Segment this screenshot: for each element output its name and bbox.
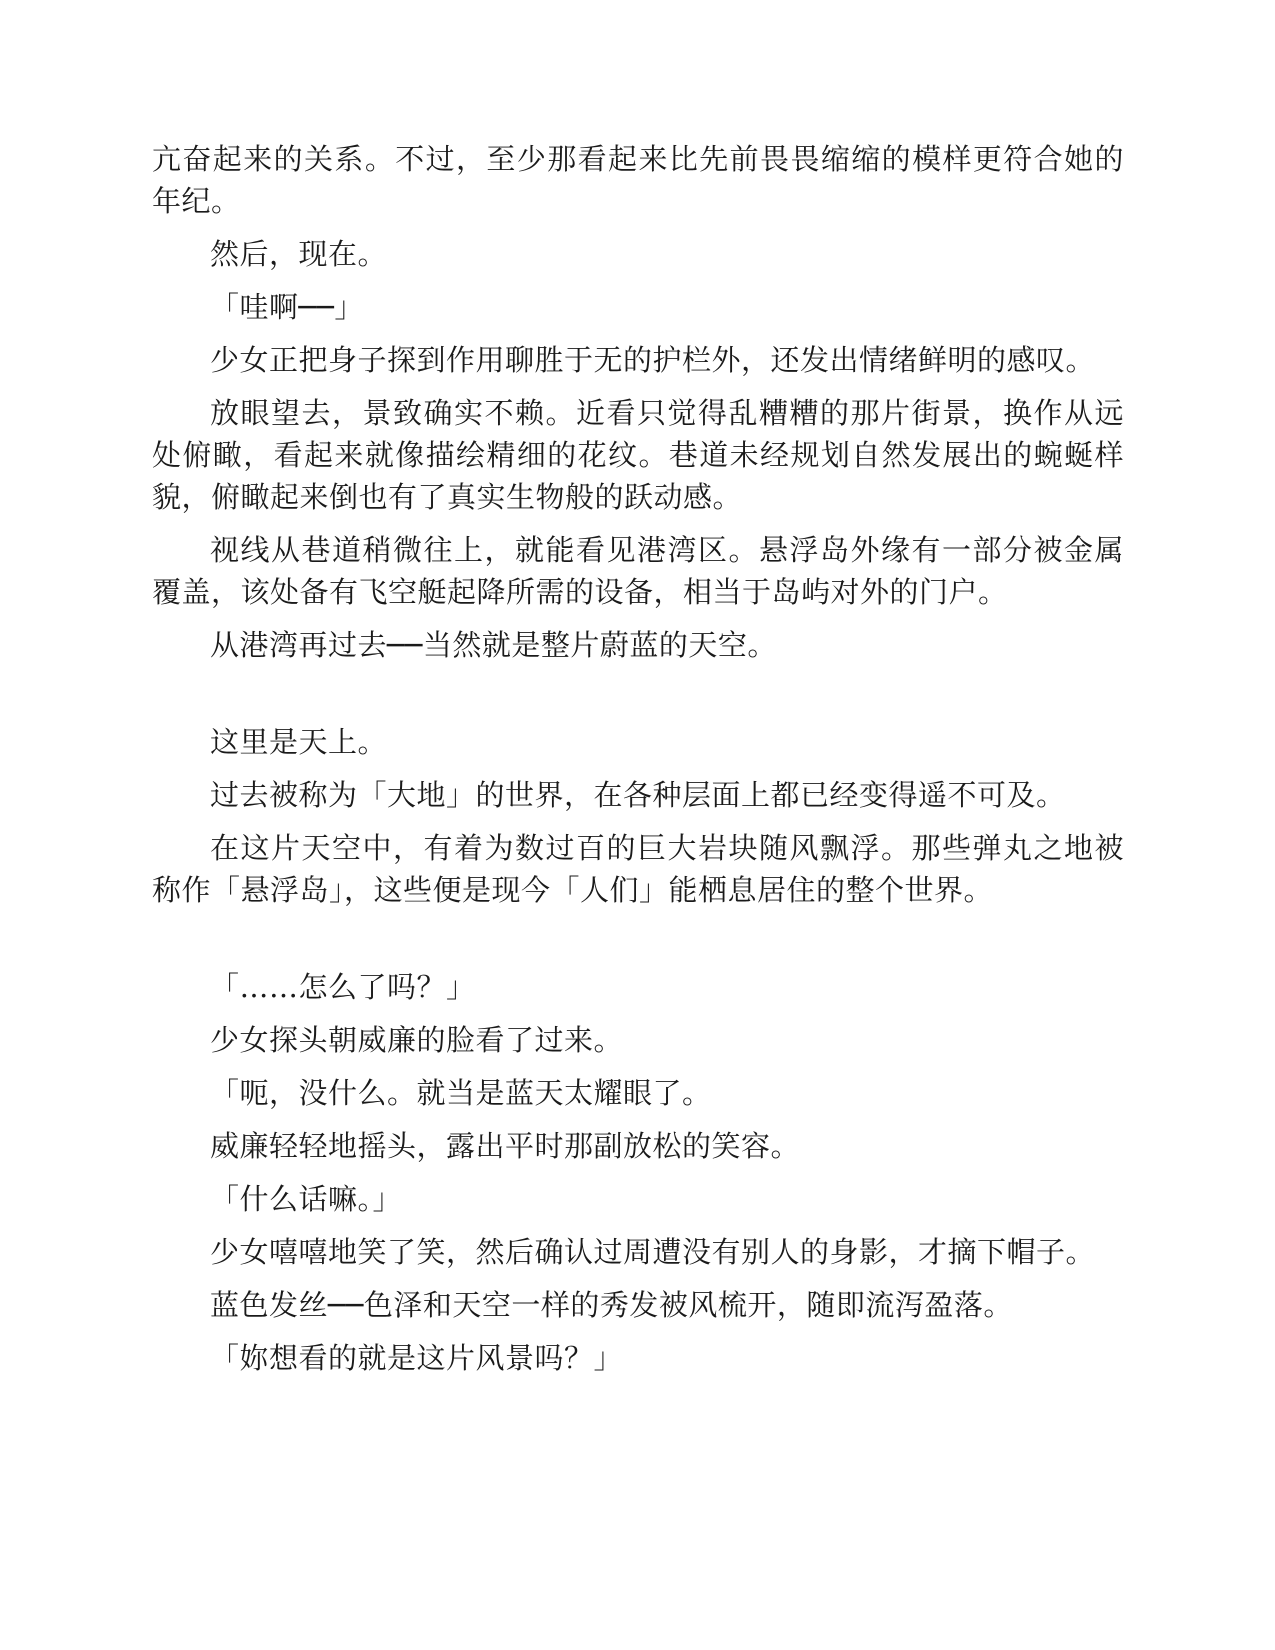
section-break <box>152 677 1124 721</box>
paragraph: 在这片天空中，有着为数过百的巨大岩块随风飘浮。那些弹丸之地被称作「悬浮岛」，这些便是现今「人们」能栖息居住的整个世界。 <box>152 831 1124 907</box>
paragraph: 这里是天上。 <box>210 725 388 759</box>
dialogue-line: 「哇啊──」 <box>210 290 364 324</box>
dialogue-line: 「妳想看的就是这片风景吗？」 <box>210 1341 624 1375</box>
dialogue-line: 「呃，没什么。就当是蓝天太耀眼了。 <box>210 1076 712 1110</box>
paragraph-continued: 亢奋起来的关系。不过，至少那看起来比先前畏畏缩缩的模样更符合她的年纪。 <box>152 142 1124 218</box>
paragraph: 蓝色发丝──色泽和天空一样的秀发被风梳开，随即流泻盈落。 <box>210 1288 1013 1322</box>
paragraph: 威廉轻轻地摇头，露出平时那副放松的笑容。 <box>210 1129 801 1163</box>
paragraph: 过去被称为「大地」的世界，在各种层面上都已经变得遥不可及。 <box>210 778 1066 812</box>
dialogue-line: 「什么话嘛。」 <box>210 1182 403 1216</box>
paragraph: 然后，现在。 <box>210 237 388 271</box>
paragraph: 视线从巷道稍微往上，就能看见港湾区。悬浮岛外缘有一部分被金属覆盖，该处备有飞空艇起降所需的设备，相当于岛屿对外的门户。 <box>152 533 1124 609</box>
paragraph: 少女探头朝威廉的脸看了过来。 <box>210 1023 624 1057</box>
dialogue-line: 「……怎么了吗？」 <box>210 970 476 1004</box>
paragraph: 放眼望去，景致确实不赖。近看只觉得乱糟糟的那片街景，换作从远处俯瞰，看起来就像描绘精细的花纹。巷道未经规划自然发展出的蜿蜒样貌，俯瞰起来倒也有了真实生物般的跃动感。 <box>152 396 1124 514</box>
section-break <box>152 922 1124 966</box>
document-page <box>152 138 1124 1390</box>
paragraph: 少女正把身子探到作用聊胜于无的护栏外，还发出情绪鲜明的感叹。 <box>210 343 1096 377</box>
paragraph: 少女嘻嘻地笑了笑，然后确认过周遭没有别人的身影，才摘下帽子。 <box>210 1235 1096 1269</box>
paragraph: 从港湾再过去──当然就是整片蔚蓝的天空。 <box>210 628 777 662</box>
